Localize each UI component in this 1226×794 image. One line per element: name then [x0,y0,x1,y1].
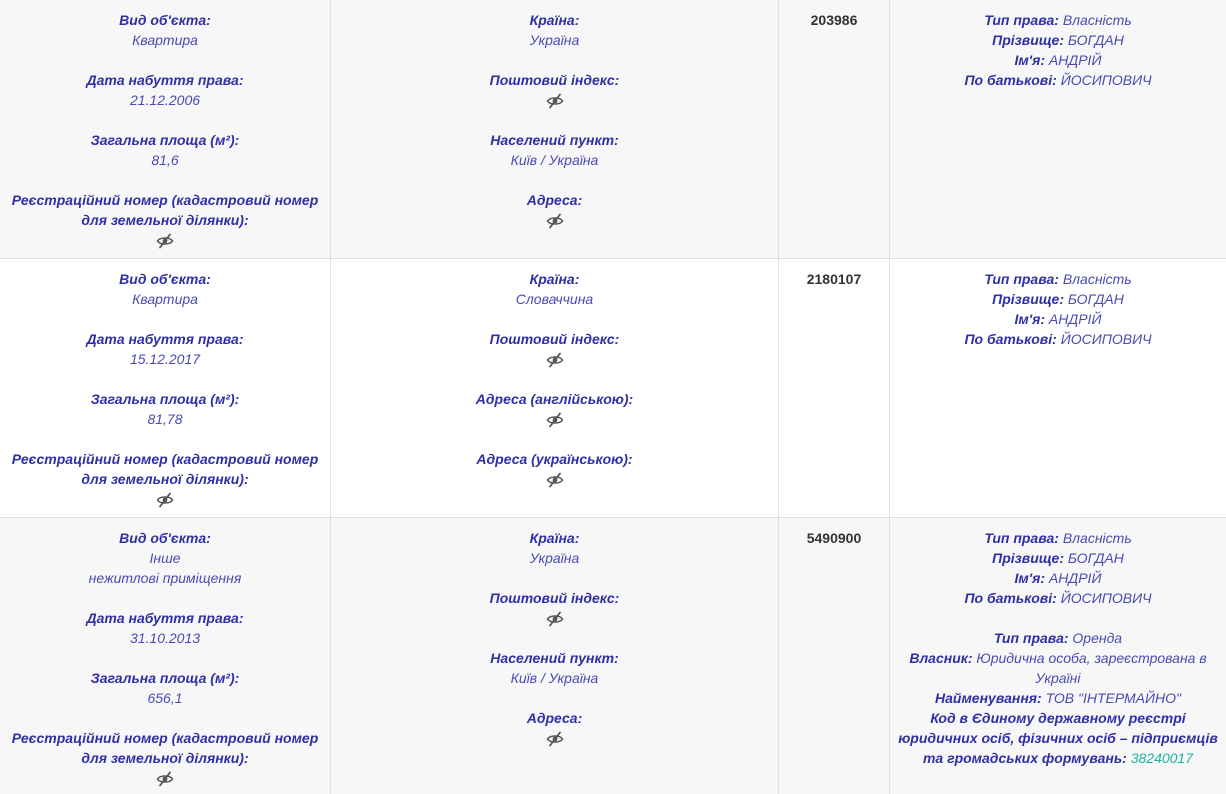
acquisition-date-label: Дата набуття права: [86,331,244,347]
country-label: Країна: [529,271,580,287]
surname-label: Прізвище: [992,291,1064,307]
settlement-value: Київ / Україна [510,670,599,686]
eye-slash-icon [546,351,564,369]
object-cell [0,259,331,517]
settlement-value: Київ / Україна [510,152,599,168]
record-id: 2180107 [806,271,862,287]
object-type-label: Вид об'єкта: [119,530,211,546]
object-type-label: Вид об'єкта: [119,12,211,28]
patronymic-label: По батькові: [964,331,1057,347]
location-cell [331,0,779,258]
edr-code-label-1: Код в Єдиному державному реєстрі [930,710,1186,726]
right-type-2-label: Тип права: [993,630,1069,646]
patronymic-value: ЙОСИПОВИЧ [1060,331,1152,347]
eye-slash-icon [156,491,174,509]
acquisition-date-label: Дата набуття права: [86,610,244,626]
eye-slash-icon [546,730,564,748]
acquisition-date-label: Дата набуття права: [86,72,244,88]
settlement-label: Населений пункт: [490,132,619,148]
eye-slash-icon [546,92,564,110]
property-row [0,518,1226,794]
cadastral-label-1: Реєстраційний номер (кадастровий номер [11,730,319,746]
object-type-label: Вид об'єкта: [119,271,211,287]
right-type-label: Тип права: [984,530,1059,546]
object-type-subvalue: нежитлові приміщення [88,570,242,586]
id-cell [779,0,890,258]
object-cell [0,518,331,794]
patronymic-value: ЙОСИПОВИЧ [1060,590,1152,606]
surname-label: Прізвище: [992,550,1064,566]
cadastral-label-1: Реєстраційний номер (кадастровий номер [11,451,319,467]
total-area-label: Загальна площа (м²): [90,391,240,407]
surname-value: БОГДАН [1067,32,1124,48]
cadastral-label-2: для земельної ділянки): [81,750,249,766]
country-value: Україна [529,32,580,48]
total-area-value: 81,6 [151,152,179,168]
eye-slash-icon [546,411,564,429]
name-label: Ім'я: [1014,311,1046,327]
name-label: Ім'я: [1014,52,1046,68]
address-en-label: Адреса (англійською): [475,391,634,407]
acquisition-date-value: 31.10.2013 [129,630,201,646]
postal-code-label: Поштовий індекс: [489,72,620,88]
rights-cell [890,259,1226,517]
location-cell [331,259,779,517]
org-name-label: Найменування: [935,690,1042,706]
country-label: Країна: [529,530,580,546]
total-area-label: Загальна площа (м²): [90,132,240,148]
edr-code-label-3: та громадських формувань: [922,750,1127,766]
address-label: Адреса: [526,710,583,726]
right-type-label: Тип права: [984,271,1059,287]
location-cell [331,518,779,794]
object-cell [0,0,331,258]
acquisition-date-value: 21.12.2006 [129,92,201,108]
eye-slash-icon [156,770,174,788]
right-type-value: Власність [1062,271,1132,287]
owner-value-cont: Україні [1035,670,1081,686]
right-type-label: Тип права: [984,12,1059,28]
total-area-label: Загальна площа (м²): [90,670,240,686]
property-row [0,259,1226,518]
cadastral-label-1: Реєстраційний номер (кадастровий номер [11,192,319,208]
eye-slash-icon [156,232,174,250]
object-type-value: Квартира [132,32,198,48]
object-type-value: Інше [149,550,181,566]
name-label: Ім'я: [1014,570,1046,586]
org-name-value: ТОВ "ІНТЕРМАЙНО" [1045,690,1181,706]
patronymic-value: ЙОСИПОВИЧ [1060,72,1152,88]
owner-label: Власник: [909,650,973,666]
edr-code-label-2: юридичних осіб, фізичних осіб – підприємців [898,730,1218,746]
name-value: АНДРІЙ [1048,570,1102,586]
address-label: Адреса: [526,192,583,208]
id-cell [779,518,890,794]
name-value: АНДРІЙ [1048,311,1102,327]
eye-slash-icon [546,212,564,230]
surname-value: БОГДАН [1067,291,1124,307]
record-id: 5490900 [806,530,862,546]
owner-value: Юридична особа, зареєстрована в [976,650,1207,666]
edr-code-link[interactable]: 38240017 [1130,750,1194,766]
right-type-2-value: Оренда [1072,630,1123,646]
patronymic-label: По батькові: [964,72,1057,88]
acquisition-date-value: 15.12.2017 [129,351,201,367]
record-id: 203986 [810,12,858,28]
country-label: Країна: [529,12,580,28]
surname-label: Прізвище: [992,32,1064,48]
postal-code-label: Поштовий індекс: [489,331,620,347]
object-type-value: Квартира [132,291,198,307]
right-type-value: Власність [1062,530,1132,546]
total-area-value: 81,78 [147,411,183,427]
total-area-value: 656,1 [147,690,183,706]
country-value: Словаччина [515,291,594,307]
id-cell [779,259,890,517]
postal-code-label: Поштовий індекс: [489,590,620,606]
cadastral-label-2: для земельної ділянки): [81,212,249,228]
country-value: Україна [529,550,580,566]
rights-cell [890,518,1226,794]
right-type-value: Власність [1062,12,1132,28]
settlement-label: Населений пункт: [490,650,619,666]
patronymic-label: По батькові: [964,590,1057,606]
eye-slash-icon [546,471,564,489]
cadastral-label-2: для земельної ділянки): [81,471,249,487]
property-row [0,0,1226,259]
address-ua-label: Адреса (українською): [476,451,633,467]
rights-cell [890,0,1226,258]
surname-value: БОГДАН [1067,550,1124,566]
name-value: АНДРІЙ [1048,52,1102,68]
eye-slash-icon [546,610,564,628]
